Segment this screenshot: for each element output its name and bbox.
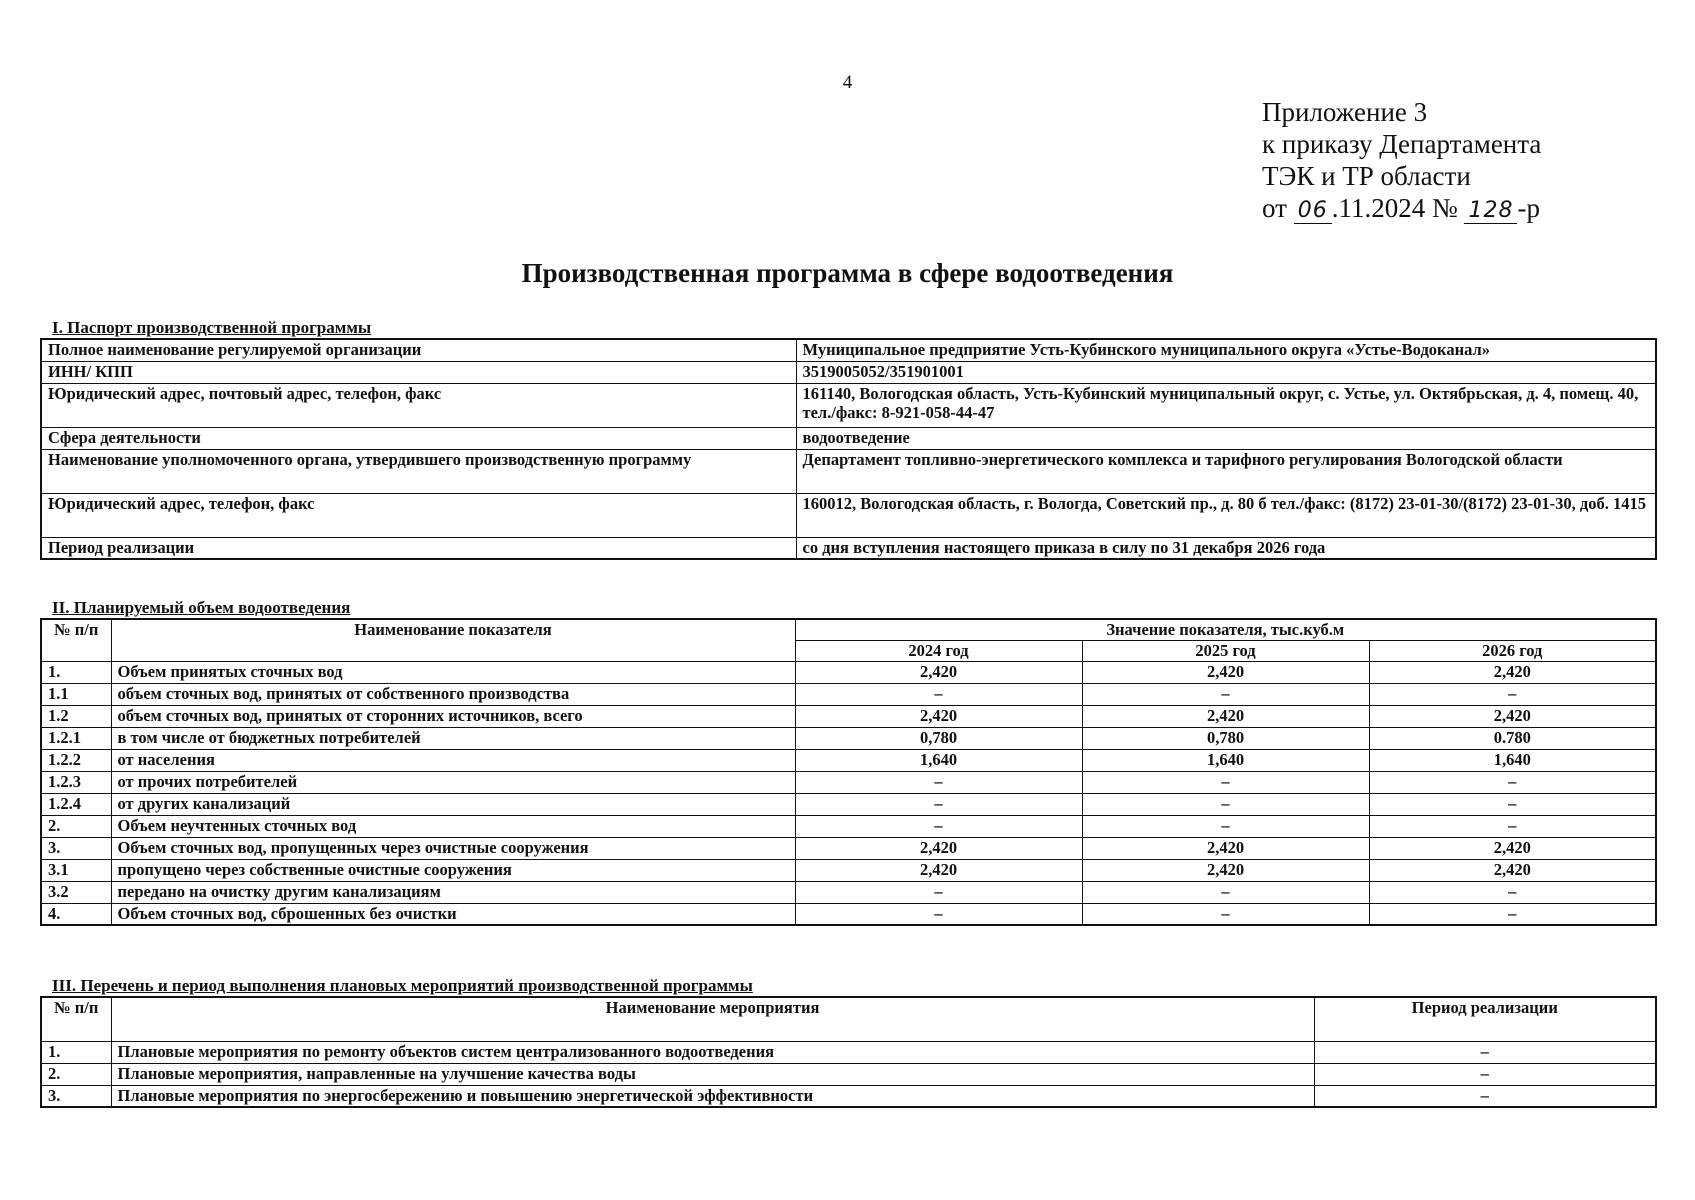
measure-period: –: [1314, 1063, 1656, 1085]
value-2025: 2,420: [1082, 705, 1369, 727]
value-2026: –: [1369, 793, 1656, 815]
measures-col-num: № п/п: [41, 997, 111, 1041]
value-2024: –: [795, 683, 1082, 705]
indicator-name: Объем принятых сточных вод: [111, 661, 795, 683]
indicator-name: Объем неучтенных сточных вод: [111, 815, 795, 837]
value-2024: 0,780: [795, 727, 1082, 749]
passport-row: [41, 361, 1656, 383]
indicator-name: пропущено через собственные очистные сооружения: [111, 859, 795, 881]
passport-row: [41, 449, 1656, 493]
value-2026: 2,420: [1369, 661, 1656, 683]
passport-row: [41, 427, 1656, 449]
volume-table: [40, 618, 1657, 926]
passport-value: водоотведение: [796, 427, 1656, 449]
value-2025: 2,420: [1082, 837, 1369, 859]
value-2025: –: [1082, 683, 1369, 705]
volume-row: [41, 837, 1656, 859]
indicator-name: объем сточных вод, принятых от сторонних источников, всего: [111, 705, 795, 727]
row-number: 3.2: [41, 881, 111, 903]
measure-row: [41, 1063, 1656, 1085]
indicator-name: объем сточных вод, принятых от собственного производства: [111, 683, 795, 705]
value-2024: –: [795, 815, 1082, 837]
appendix-line-1: Приложение 3: [1262, 97, 1428, 127]
date-rest: .11.2024 №: [1331, 193, 1458, 223]
volume-row: [41, 705, 1656, 727]
appendix-line-2: к приказу Департамента: [1262, 129, 1542, 159]
passport-value: Муниципальное предприятие Усть-Кубинского муниципального округа «Устье-Водоканал»: [796, 339, 1656, 361]
section-2-heading: II. Планируемый объем водоотведения: [52, 598, 351, 617]
measures-col-name: Наименование мероприятия: [111, 997, 1314, 1041]
row-number: 2.: [41, 815, 111, 837]
row-number: 1.2.1: [41, 727, 111, 749]
value-2024: 1,640: [795, 749, 1082, 771]
passport-label: ИНН/ КПП: [41, 361, 796, 383]
measure-name: Плановые мероприятия по ремонту объектов систем централизованного водоотведения: [111, 1041, 1314, 1063]
passport-label: Наименование уполномоченного органа, утвердившего производственную программу: [41, 449, 796, 493]
volume-row: [41, 771, 1656, 793]
indicator-name: в том числе от бюджетных потребителей: [111, 727, 795, 749]
appendix-date-line: [1262, 192, 1541, 224]
value-2026: –: [1369, 815, 1656, 837]
volume-row: [41, 859, 1656, 881]
row-number: 4.: [41, 903, 111, 925]
value-2025: –: [1082, 903, 1369, 925]
volume-row: [41, 661, 1656, 683]
measures-table: [40, 996, 1657, 1108]
appendix-block: [1262, 96, 1541, 224]
row-number: 1.2.3: [41, 771, 111, 793]
measure-number: 3.: [41, 1085, 111, 1107]
value-2026: 2,420: [1369, 837, 1656, 859]
passport-row: [41, 493, 1656, 537]
volume-col-value: Значение показателя, тыс.куб.м: [795, 619, 1656, 640]
value-2026: –: [1369, 903, 1656, 925]
value-2025: –: [1082, 793, 1369, 815]
volume-row: [41, 903, 1656, 925]
passport-label: Юридический адрес, почтовый адрес, телефон, факс: [41, 383, 796, 427]
indicator-name: Объем сточных вод, пропущенных через очистные сооружения: [111, 837, 795, 859]
passport-row: [41, 383, 1656, 427]
volume-row: [41, 815, 1656, 837]
handwritten-day: 06: [1294, 199, 1332, 224]
value-2025: –: [1082, 881, 1369, 903]
volume-row: [41, 727, 1656, 749]
measure-row: [41, 1041, 1656, 1063]
passport-value: 3519005052/351901001: [796, 361, 1656, 383]
measure-name: Плановые мероприятия, направленные на улучшение качества воды: [111, 1063, 1314, 1085]
passport-value: 161140, Вологодская область, Усть-Кубинский муниципальный округ, с. Устье, ул. Октябрьская, д. 4, помещ. 40, тел./факс: 8-921-058-44-47: [796, 383, 1656, 427]
measures-col-period: Период реализации: [1314, 997, 1656, 1041]
value-2024: 2,420: [795, 661, 1082, 683]
value-2024: –: [795, 793, 1082, 815]
section-1-heading: I. Паспорт производственной программы: [52, 318, 372, 337]
passport-label: Полное наименование регулируемой организации: [41, 339, 796, 361]
value-2024: –: [795, 881, 1082, 903]
value-2026: –: [1369, 771, 1656, 793]
page-number: 4: [842, 72, 853, 93]
measure-number: 1.: [41, 1041, 111, 1063]
measure-number: 2.: [41, 1063, 111, 1085]
value-2025: –: [1082, 815, 1369, 837]
value-2026: 2,420: [1369, 859, 1656, 881]
measure-name: Плановые мероприятия по энергосбережению и повышению энергетической эффективности: [111, 1085, 1314, 1107]
measure-period: –: [1314, 1041, 1656, 1063]
year-2026-header: 2026 год: [1369, 640, 1656, 661]
row-number: 3.: [41, 837, 111, 859]
year-2024-header: 2024 год: [795, 640, 1082, 661]
appendix-line-3: ТЭК и ТР области: [1262, 161, 1471, 191]
indicator-name: от других канализаций: [111, 793, 795, 815]
volume-row: [41, 793, 1656, 815]
volume-row: [41, 881, 1656, 903]
passport-label: Сфера деятельности: [41, 427, 796, 449]
row-number: 1.1: [41, 683, 111, 705]
row-number: 1.2: [41, 705, 111, 727]
volume-row: [41, 749, 1656, 771]
value-2025: 2,420: [1082, 859, 1369, 881]
section-3-heading: III. Перечень и период выполнения плановых мероприятий производственной программы: [52, 976, 753, 995]
year-2025-header: 2025 год: [1082, 640, 1369, 661]
passport-value: 160012, Вологодская область, г. Вологда, Советский пр., д. 80 б тел./факс: (8172) 23-01-30/(8172) 23-01-30, доб. 1415: [796, 493, 1656, 537]
value-2024: 2,420: [795, 859, 1082, 881]
value-2025: 1,640: [1082, 749, 1369, 771]
indicator-name: Объем сточных вод, сброшенных без очистки: [111, 903, 795, 925]
indicator-name: передано на очистку другим канализациям: [111, 881, 795, 903]
passport-label: Юридический адрес, телефон, факс: [41, 493, 796, 537]
measure-period: –: [1314, 1085, 1656, 1107]
value-2024: 2,420: [795, 837, 1082, 859]
value-2024: –: [795, 903, 1082, 925]
value-2024: –: [795, 771, 1082, 793]
indicator-name: от населения: [111, 749, 795, 771]
passport-row: [41, 537, 1656, 559]
value-2025: 2,420: [1082, 661, 1369, 683]
document-title: Производственная программа в сфере водоотведения: [521, 258, 1174, 288]
value-2026: –: [1369, 683, 1656, 705]
volume-col-name: Наименование показателя: [111, 619, 795, 661]
row-number: 1.2.2: [41, 749, 111, 771]
value-2026: 2,420: [1369, 705, 1656, 727]
indicator-name: от прочих потребителей: [111, 771, 795, 793]
passport-row: [41, 339, 1656, 361]
passport-value: со дня вступления настоящего приказа в силу по 31 декабря 2026 года: [796, 537, 1656, 559]
passport-label: Период реализации: [41, 537, 796, 559]
value-2024: 2,420: [795, 705, 1082, 727]
value-2026: 1,640: [1369, 749, 1656, 771]
value-2026: –: [1369, 881, 1656, 903]
row-number: 1.: [41, 661, 111, 683]
volume-row: [41, 683, 1656, 705]
volume-col-num: № п/п: [41, 619, 111, 661]
value-2025: –: [1082, 771, 1369, 793]
passport-table: [40, 338, 1657, 560]
passport-value: Департамент топливно-энергетического комплекса и тарифного регулирования Вологодской области: [796, 449, 1656, 493]
measure-row: [41, 1085, 1656, 1107]
value-2026: 0.780: [1369, 727, 1656, 749]
date-prefix: от: [1262, 193, 1287, 223]
row-number: 3.1: [41, 859, 111, 881]
number-suffix: -р: [1517, 193, 1540, 223]
row-number: 1.2.4: [41, 793, 111, 815]
handwritten-order-number: 128: [1464, 199, 1517, 224]
value-2025: 0,780: [1082, 727, 1369, 749]
